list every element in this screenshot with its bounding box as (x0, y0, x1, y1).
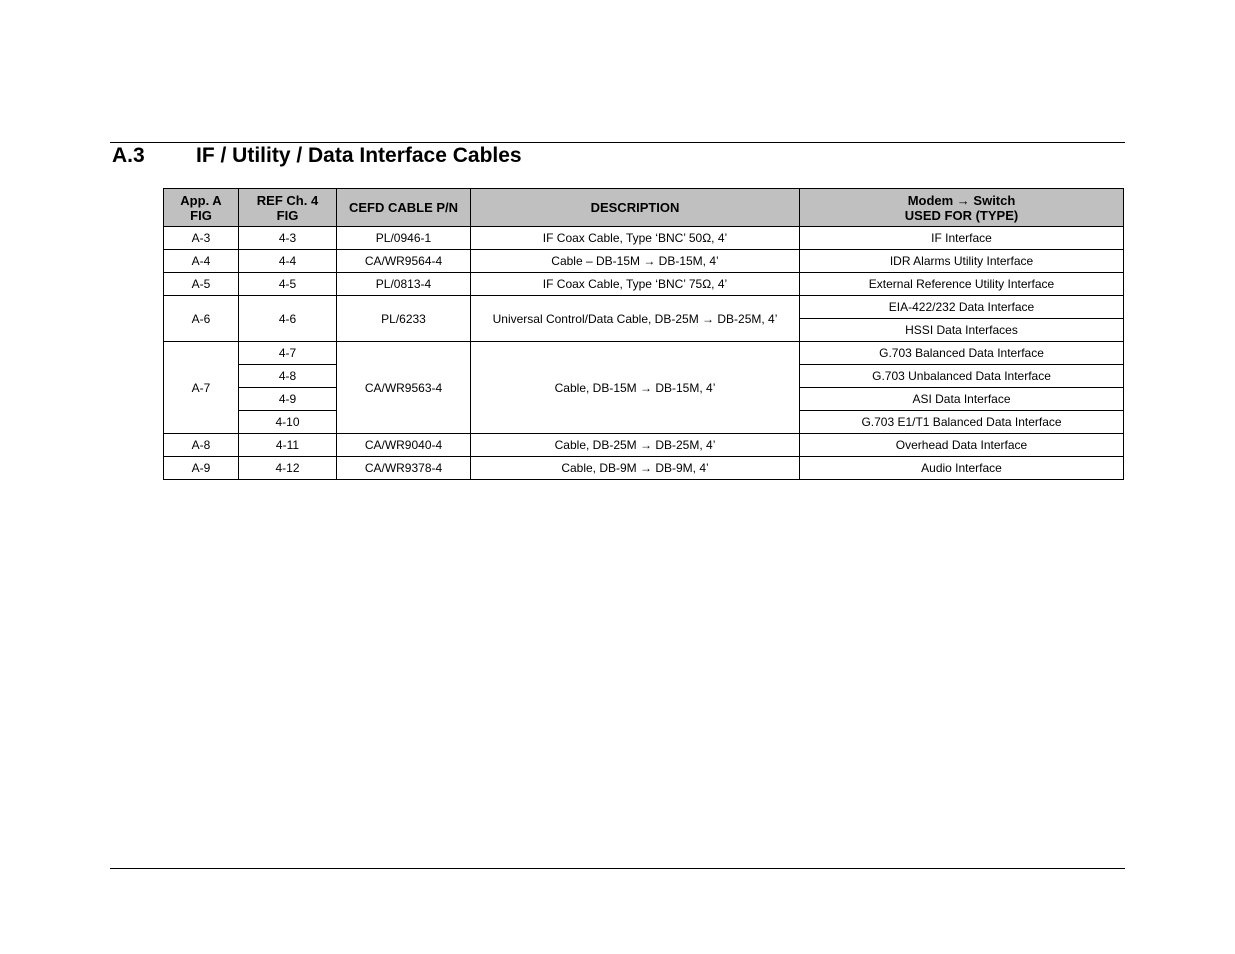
table-body (164, 227, 1124, 480)
cell-cable-pn: CA/WR9040-4 (337, 434, 471, 457)
cell-app-fig: A-7 (164, 342, 239, 434)
table-row (164, 434, 1124, 457)
table-row (164, 342, 1124, 365)
top-rule (110, 142, 1125, 143)
header-app-fig: App. A FIG (164, 189, 239, 227)
cell-ref-fig: 4-8 (239, 365, 337, 388)
cell-description: Cable – DB-15M → DB-15M, 4’ (471, 250, 800, 273)
table-row (164, 457, 1124, 480)
header-row (164, 189, 1124, 227)
bottom-rule (110, 868, 1125, 869)
table-row (164, 227, 1124, 250)
cell-used-for: G.703 E1/T1 Balanced Data Interface (800, 411, 1124, 434)
cell-app-fig: A-8 (164, 434, 239, 457)
cell-cable-pn: CA/WR9563-4 (337, 342, 471, 434)
cell-used-for: ASI Data Interface (800, 388, 1124, 411)
cell-cable-pn: PL/6233 (337, 296, 471, 342)
section-number: A.3 (112, 144, 145, 167)
cell-used-for: Overhead Data Interface (800, 434, 1124, 457)
cell-cable-pn: PL/0813-4 (337, 273, 471, 296)
cell-app-fig: A-9 (164, 457, 239, 480)
cell-app-fig: A-4 (164, 250, 239, 273)
cell-ref-fig: 4-5 (239, 273, 337, 296)
cell-used-for: Audio Interface (800, 457, 1124, 480)
cell-app-fig: A-6 (164, 296, 239, 342)
cell-cable-pn: PL/0946-1 (337, 227, 471, 250)
cell-app-fig: A-3 (164, 227, 239, 250)
table-header (164, 189, 1124, 227)
table-row (164, 250, 1124, 273)
cell-used-for: G.703 Unbalanced Data Interface (800, 365, 1124, 388)
cell-used-for: HSSI Data Interfaces (800, 319, 1124, 342)
cell-ref-fig: 4-11 (239, 434, 337, 457)
cable-table (163, 188, 1124, 480)
cell-description: IF Coax Cable, Type ‘BNC’ 75Ω, 4’ (471, 273, 800, 296)
cell-app-fig: A-5 (164, 273, 239, 296)
cell-description: Cable, DB-15M → DB-15M, 4’ (471, 342, 800, 434)
header-ref-fig: REF Ch. 4 FIG (239, 189, 337, 227)
section-heading (112, 144, 522, 168)
table-row (164, 296, 1124, 319)
cell-cable-pn: CA/WR9378-4 (337, 457, 471, 480)
cell-used-for: IF Interface (800, 227, 1124, 250)
cell-description: Cable, DB-9M → DB-9M, 4’ (471, 457, 800, 480)
cell-ref-fig: 4-10 (239, 411, 337, 434)
cell-used-for: EIA-422/232 Data Interface (800, 296, 1124, 319)
cell-ref-fig: 4-7 (239, 342, 337, 365)
cell-ref-fig: 4-3 (239, 227, 337, 250)
header-used-for: Modem → Switch USED FOR (TYPE) (800, 189, 1124, 227)
cell-description: Universal Control/Data Cable, DB-25M → DB-25M, 4’ (471, 296, 800, 342)
header-description: DESCRIPTION (471, 189, 800, 227)
cell-ref-fig: 4-12 (239, 457, 337, 480)
cell-description: IF Coax Cable, Type ‘BNC’ 50Ω, 4’ (471, 227, 800, 250)
header-cable-pn: CEFD CABLE P/N (337, 189, 471, 227)
table-row (164, 273, 1124, 296)
cell-description: Cable, DB-25M → DB-25M, 4’ (471, 434, 800, 457)
section-title: IF / Utility / Data Interface Cables (196, 144, 522, 167)
cell-ref-fig: 4-4 (239, 250, 337, 273)
cell-used-for: External Reference Utility Interface (800, 273, 1124, 296)
cell-ref-fig: 4-6 (239, 296, 337, 342)
cell-cable-pn: CA/WR9564-4 (337, 250, 471, 273)
cell-used-for: IDR Alarms Utility Interface (800, 250, 1124, 273)
cell-ref-fig: 4-9 (239, 388, 337, 411)
cell-used-for: G.703 Balanced Data Interface (800, 342, 1124, 365)
